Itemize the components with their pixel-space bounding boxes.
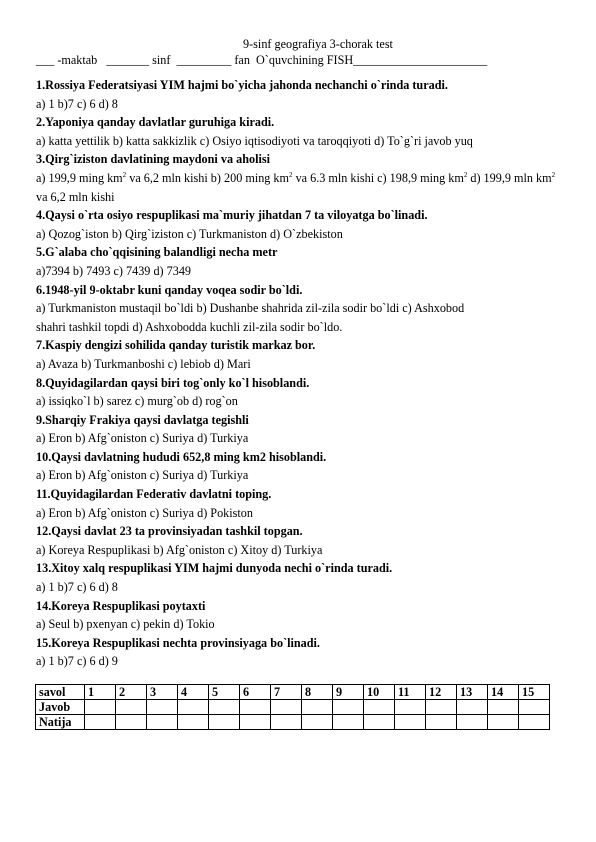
answer-cell[interactable]: [116, 700, 147, 715]
question-9: 9.Sharqiy Frakiya qaysi davlatga tegishli: [36, 412, 249, 427]
question-number-cell: 3: [147, 685, 178, 700]
result-cell[interactable]: [426, 715, 457, 730]
question-number-cell: 9: [333, 685, 364, 700]
question-8: 8.Quyidagilardan qaysi biri tog`only ko`l hisoblandi.: [36, 375, 310, 390]
answer-options-8: a) issiqko`l b) sarez c) murg`ob d) rog`on: [36, 394, 238, 409]
answer-cell[interactable]: [519, 700, 550, 715]
result-cell[interactable]: [395, 715, 426, 730]
question-4: 4.Qaysi o`rta osiyo respuplikasi ma`muriy jihatdan 7 ta viloyatga bo`linadi.: [36, 208, 428, 223]
answer-cell[interactable]: [240, 700, 271, 715]
table-row: [36, 685, 550, 700]
answer-cell[interactable]: [178, 700, 209, 715]
question-number-cell: 6: [240, 685, 271, 700]
answer-options-2: a) katta yettilik b) katta sakkizlik c) Osiyo iqtisodiyoti va taroqqiyoti d) To`g`ri javob yuq: [36, 133, 473, 148]
answer-cell[interactable]: [271, 700, 302, 715]
question-15: 15.Koreya Respuplikasi nechta provinsiyaga bo`linadi.: [36, 635, 320, 650]
question-3: 3.Qirg`iziston davlatining maydoni va aholisi: [36, 152, 270, 167]
question-5: 5.G`alaba cho`qqisining balandligi necha metr: [36, 245, 278, 260]
answer-options-7: a) Avaza b) Turkmanboshi c) lebiob d) Mari: [36, 356, 251, 371]
result-cell[interactable]: [333, 715, 364, 730]
answer-cell[interactable]: [85, 700, 116, 715]
answer-cell[interactable]: [302, 700, 333, 715]
result-cell[interactable]: [302, 715, 333, 730]
answer-options-6: a) Turkmaniston mustaqil bo`ldi b) Dushanbe shahrida zil-zila sodir bo`ldi c) Ashxobod: [36, 301, 465, 316]
question-12: 12.Qaysi davlat 23 ta provinsiyadan tashkil topgan.: [36, 524, 303, 539]
question-number-cell: 10: [364, 685, 395, 700]
question-number-cell: 8: [302, 685, 333, 700]
question-1: 1.Rossiya Federatsiyasi YIM hajmi bo`yicha jahonda nechanchi o`rinda turadi.: [36, 78, 448, 92]
answer-options-14: a) Seul b) pxenyan c) pekin d) Tokio: [36, 617, 215, 632]
table-row: [36, 700, 550, 715]
question-number-cell: 13: [457, 685, 488, 700]
answer-cell[interactable]: [395, 700, 426, 715]
answer-options-10: a) Eron b) Afg`oniston c) Suriya d) Turkiya: [36, 468, 249, 483]
answer-cell[interactable]: [209, 700, 240, 715]
question-number-cell: 4: [178, 685, 209, 700]
question-number-cell: 12: [426, 685, 457, 700]
answer-options-13: a) 1 b)7 c) 6 d) 8: [36, 580, 118, 595]
answer-cell[interactable]: [333, 700, 364, 715]
answer-cell[interactable]: [457, 700, 488, 715]
question-number-cell: 5: [209, 685, 240, 700]
answer-options-3: a) 199,9 ming $km^2$ va 6,2 mln kishi b) 200 ming $km^2$ va 6.3 mln kishi c) 198,9 ming $km^2$ d) 199,9 mln $km^2$ va 6,2 mln kishi: [36, 170, 556, 204]
answer-options-11: a) Eron b) Afg`oniston c) Suriya d) Pokiston: [36, 505, 253, 520]
answer-options-5: a)7394 b) 7493 c) 7439 d) 7349: [36, 263, 192, 278]
question-14: 14.Koreya Respuplikasi poytaxti: [36, 598, 206, 613]
student-info-line: ___ -maktab _______ sinf _________ fan O`quvchining FISH______________________: [36, 53, 488, 67]
answer-options-15: a) 1 b)7 c) 6 d) 9: [36, 654, 118, 669]
question-10: 10.Qaysi davlatning hududi 652,8 ming km2 hisoblandi.: [36, 449, 327, 464]
result-cell[interactable]: [178, 715, 209, 730]
result-cell[interactable]: [116, 715, 147, 730]
question-number-cell: 2: [116, 685, 147, 700]
question-number-cell: 15: [519, 685, 550, 700]
answer-options-6: shahri tashkil topdi d) Ashxobodda kuchli zil-zila sodir bo`ldo.: [36, 319, 343, 334]
question-number-cell: 7: [271, 685, 302, 700]
answer-options-9: a) Eron b) Afg`oniston c) Suriya d) Turkiya: [36, 431, 249, 446]
result-cell[interactable]: [488, 715, 519, 730]
row-label: Javob: [36, 700, 85, 715]
answer-cell[interactable]: [147, 700, 178, 715]
question-number-cell: 11: [395, 685, 426, 700]
result-cell[interactable]: [147, 715, 178, 730]
test-sheet: [36, 36, 560, 730]
page-title: 9-sinf geografiya 3-chorak test: [243, 37, 393, 51]
question-13: 13.Xitoy xalq respuplikasi YIM hajmi dunyoda nechi o`rinda turadi.: [36, 561, 393, 576]
result-cell[interactable]: [209, 715, 240, 730]
result-cell[interactable]: [364, 715, 395, 730]
row-label: Natija: [36, 715, 85, 730]
answer-cell[interactable]: [488, 700, 519, 715]
answer-options-1: a) 1 b)7 c) 6 d) 8: [36, 96, 118, 111]
question-2: 2.Yaponiya qanday davlatlar guruhiga kiradi.: [36, 115, 275, 130]
answer-options-4: a) Qozog`iston b) Qirg`iziston c) Turkmaniston d) O`zbekiston: [36, 226, 343, 241]
answer-cell[interactable]: [426, 700, 457, 715]
question-6: 6.1948-yil 9-oktabr kuni qanday voqea sodir bo`ldi.: [36, 282, 303, 297]
result-cell[interactable]: [271, 715, 302, 730]
question-7: 7.Kaspiy dengizi sohilida qanday turistik markaz bor.: [36, 338, 316, 353]
question-number-cell: 14: [488, 685, 519, 700]
question-11: 11.Quyidagilardan Federativ davlatni toping.: [36, 487, 272, 502]
question-number-cell: 1: [85, 685, 116, 700]
answer-cell[interactable]: [364, 700, 395, 715]
table-row: [36, 715, 550, 730]
result-cell[interactable]: [457, 715, 488, 730]
answer-options-12: a) Koreya Respuplikasi b) Afg`oniston c) Xitoy d) Turkiya: [36, 542, 323, 557]
questions-list: [36, 76, 560, 671]
result-cell[interactable]: [240, 715, 271, 730]
result-cell[interactable]: [85, 715, 116, 730]
row-label: savol: [36, 685, 85, 700]
result-cell[interactable]: [519, 715, 550, 730]
answer-table: [35, 684, 550, 730]
